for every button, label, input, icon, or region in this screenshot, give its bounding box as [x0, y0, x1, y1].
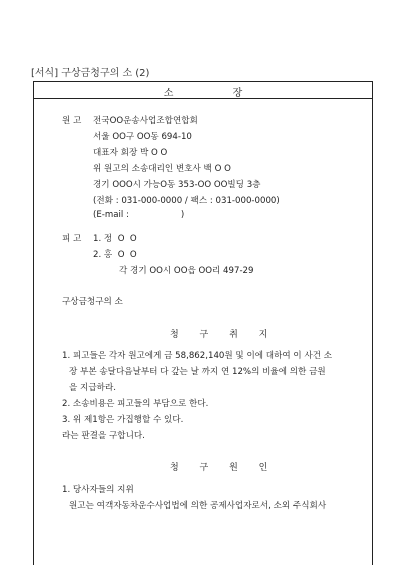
- plaintiff-representative: 대표자 회장 박 O O: [93, 148, 168, 158]
- claim-closing: 라는 판결을 구합니다.: [62, 431, 145, 441]
- cause-line: 원고는 여객자동차운수사업법에 의한 공제사업자로서, 소외 주식회사: [69, 501, 327, 511]
- claim-line: 3. 위 제1항은 가집행할 수 있다.: [62, 415, 184, 425]
- claim-line: 1. 피고들은 각자 원고에게 금 58,862,140원 및 이에 대하여 이 사건 소: [62, 351, 333, 361]
- case-name: 구상금청구의 소: [62, 297, 123, 307]
- email-field: (E-mail : ): [93, 210, 185, 220]
- cause-heading: 청 구 원 인: [170, 463, 277, 473]
- defendant-label: 피 고: [62, 234, 82, 244]
- claim-line: 2. 소송비용은 피고들의 부담으로 한다.: [62, 399, 209, 409]
- cause-item: 1. 당사자들의 지위: [62, 485, 134, 495]
- claim-heading: 청 구 취 지: [170, 330, 277, 340]
- defendant-1: 1. 정 O O: [93, 234, 137, 244]
- attorney-address: 경기 OOO시 가능O동 353-OO OO빌딩 3층: [93, 180, 261, 190]
- title-row: [33, 81, 373, 99]
- plaintiff-attorney: 위 원고의 소송대리인 변호사 백 O O: [93, 164, 231, 174]
- claim-line: 장 부본 송달다음날부터 다 갚는 날 까지 연 12%의 비율에 의한 금원: [69, 367, 326, 377]
- form-label: [서식] 구상금청구의 소 (2): [31, 68, 150, 79]
- phone-fax: (전화 : 031-000-0000 / 팩스 : 031-000-0000): [93, 196, 280, 206]
- plaintiff-label: 원 고: [62, 116, 82, 126]
- document-title: 소 장: [163, 88, 271, 99]
- plaintiff-address: 서울 OO구 OO동 694-10: [93, 132, 192, 142]
- plaintiff-name: 전국OO운송사업조합연합회: [93, 116, 198, 126]
- defendant-2: 2. 홍 O O: [93, 250, 137, 260]
- claim-line: 을 지급하라.: [69, 383, 116, 393]
- defendant-address: 각 경기 OO시 OO읍 OO리 497-29: [119, 266, 254, 276]
